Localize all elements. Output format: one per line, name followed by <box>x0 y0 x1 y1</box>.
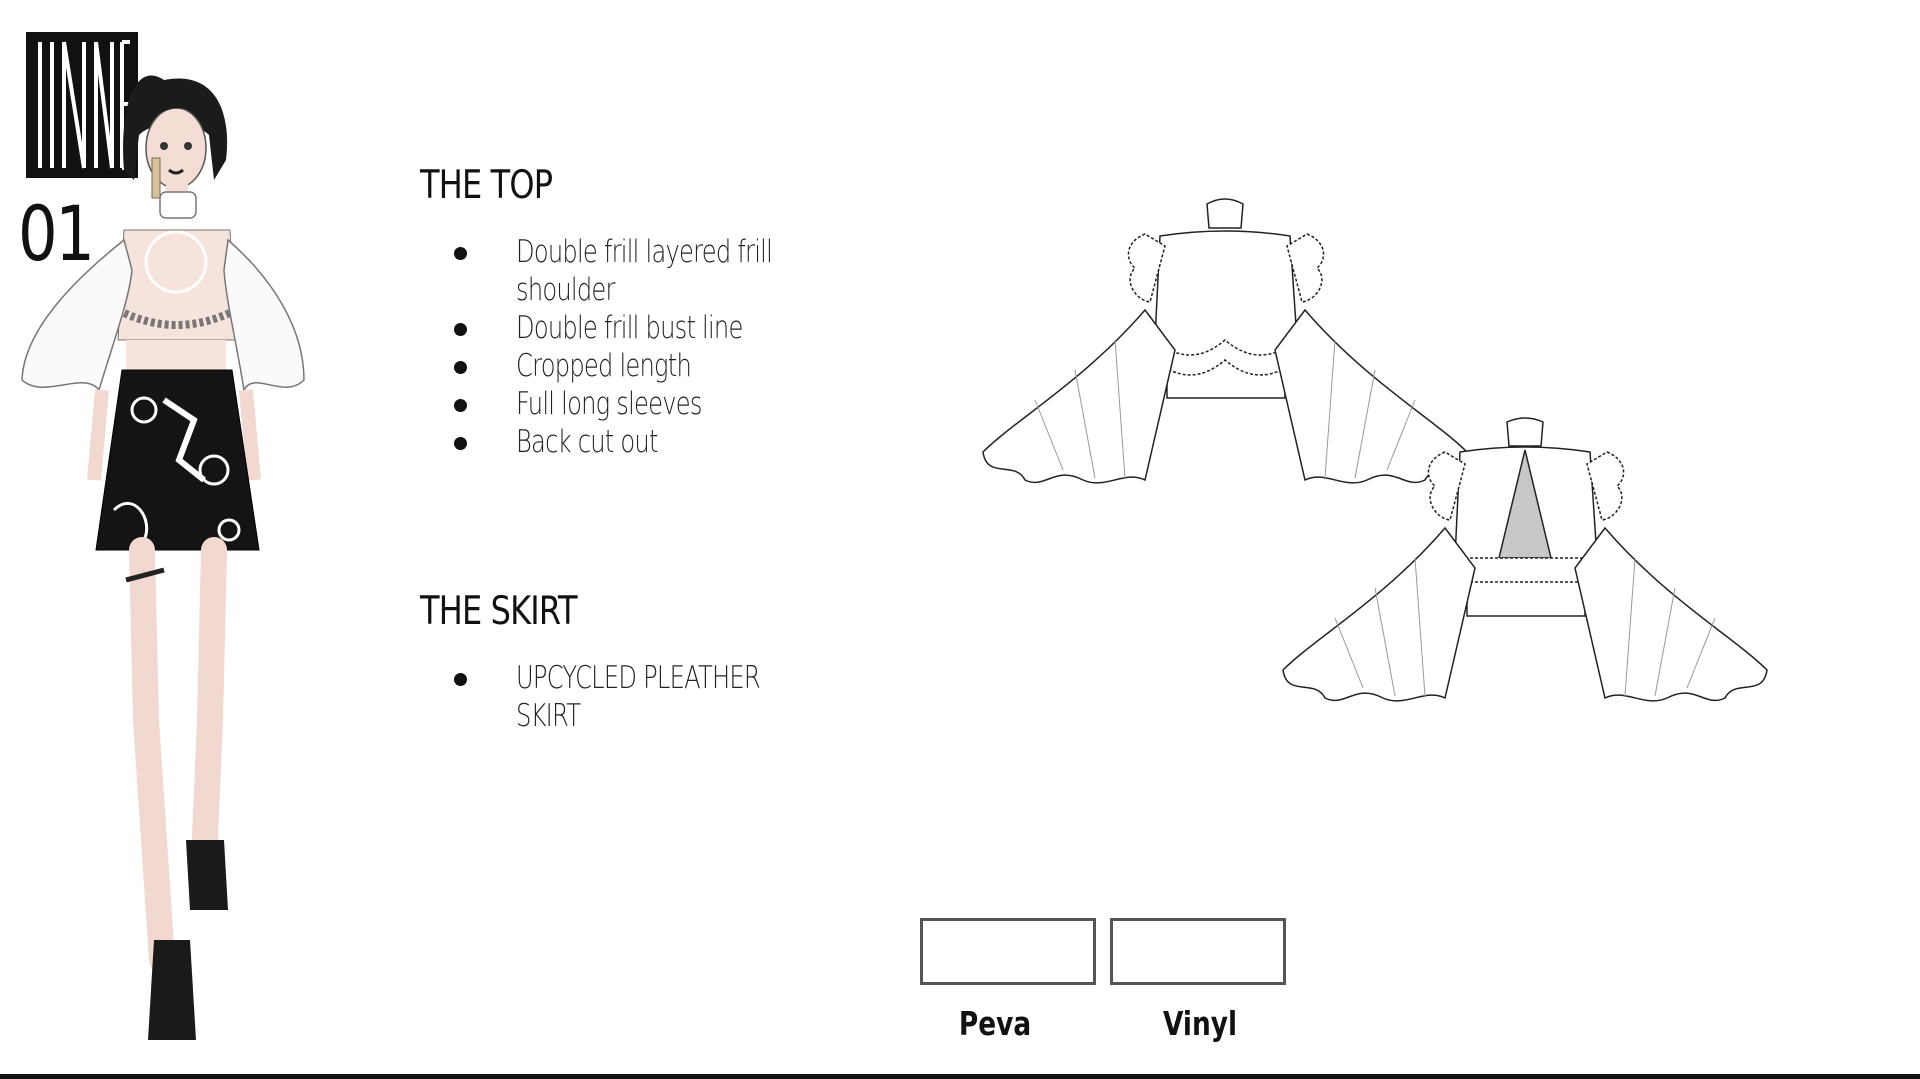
technical-flats <box>975 190 1785 790</box>
top-spec-section <box>420 163 826 461</box>
swatch-label-vinyl: Vinyl <box>1162 1004 1238 1043</box>
swatch-vinyl <box>1110 918 1286 985</box>
skirt-heading: THE SKIRT <box>420 589 577 634</box>
top-heading: THE TOP <box>420 163 553 208</box>
bullet-icon <box>454 437 467 450</box>
bottom-divider <box>0 1074 1920 1079</box>
list-item: UPCYCLED PLEATHER SKIRT <box>420 659 826 735</box>
front-flat-drawing <box>983 199 1467 483</box>
bullet-icon <box>454 323 467 336</box>
look-number: 01 <box>18 189 93 278</box>
top-feature-list <box>420 233 826 461</box>
list-item: Full long sleeves <box>420 385 826 423</box>
list-item: Double frill bust line <box>420 309 826 347</box>
fashion-illustration <box>14 40 364 1040</box>
bullet-icon <box>454 399 467 412</box>
list-item: Cropped length <box>420 347 826 385</box>
bullet-icon <box>454 247 467 260</box>
list-item: Double frill layered frill shoulder <box>420 233 826 309</box>
list-item: Back cut out <box>420 423 826 461</box>
bullet-icon <box>454 361 467 374</box>
skirt-feature-list <box>420 659 826 735</box>
swatch-label-peva: Peva <box>958 1004 1032 1043</box>
skirt-spec-section <box>420 589 826 735</box>
swatch-peva <box>920 918 1096 985</box>
bullet-icon <box>454 673 467 686</box>
